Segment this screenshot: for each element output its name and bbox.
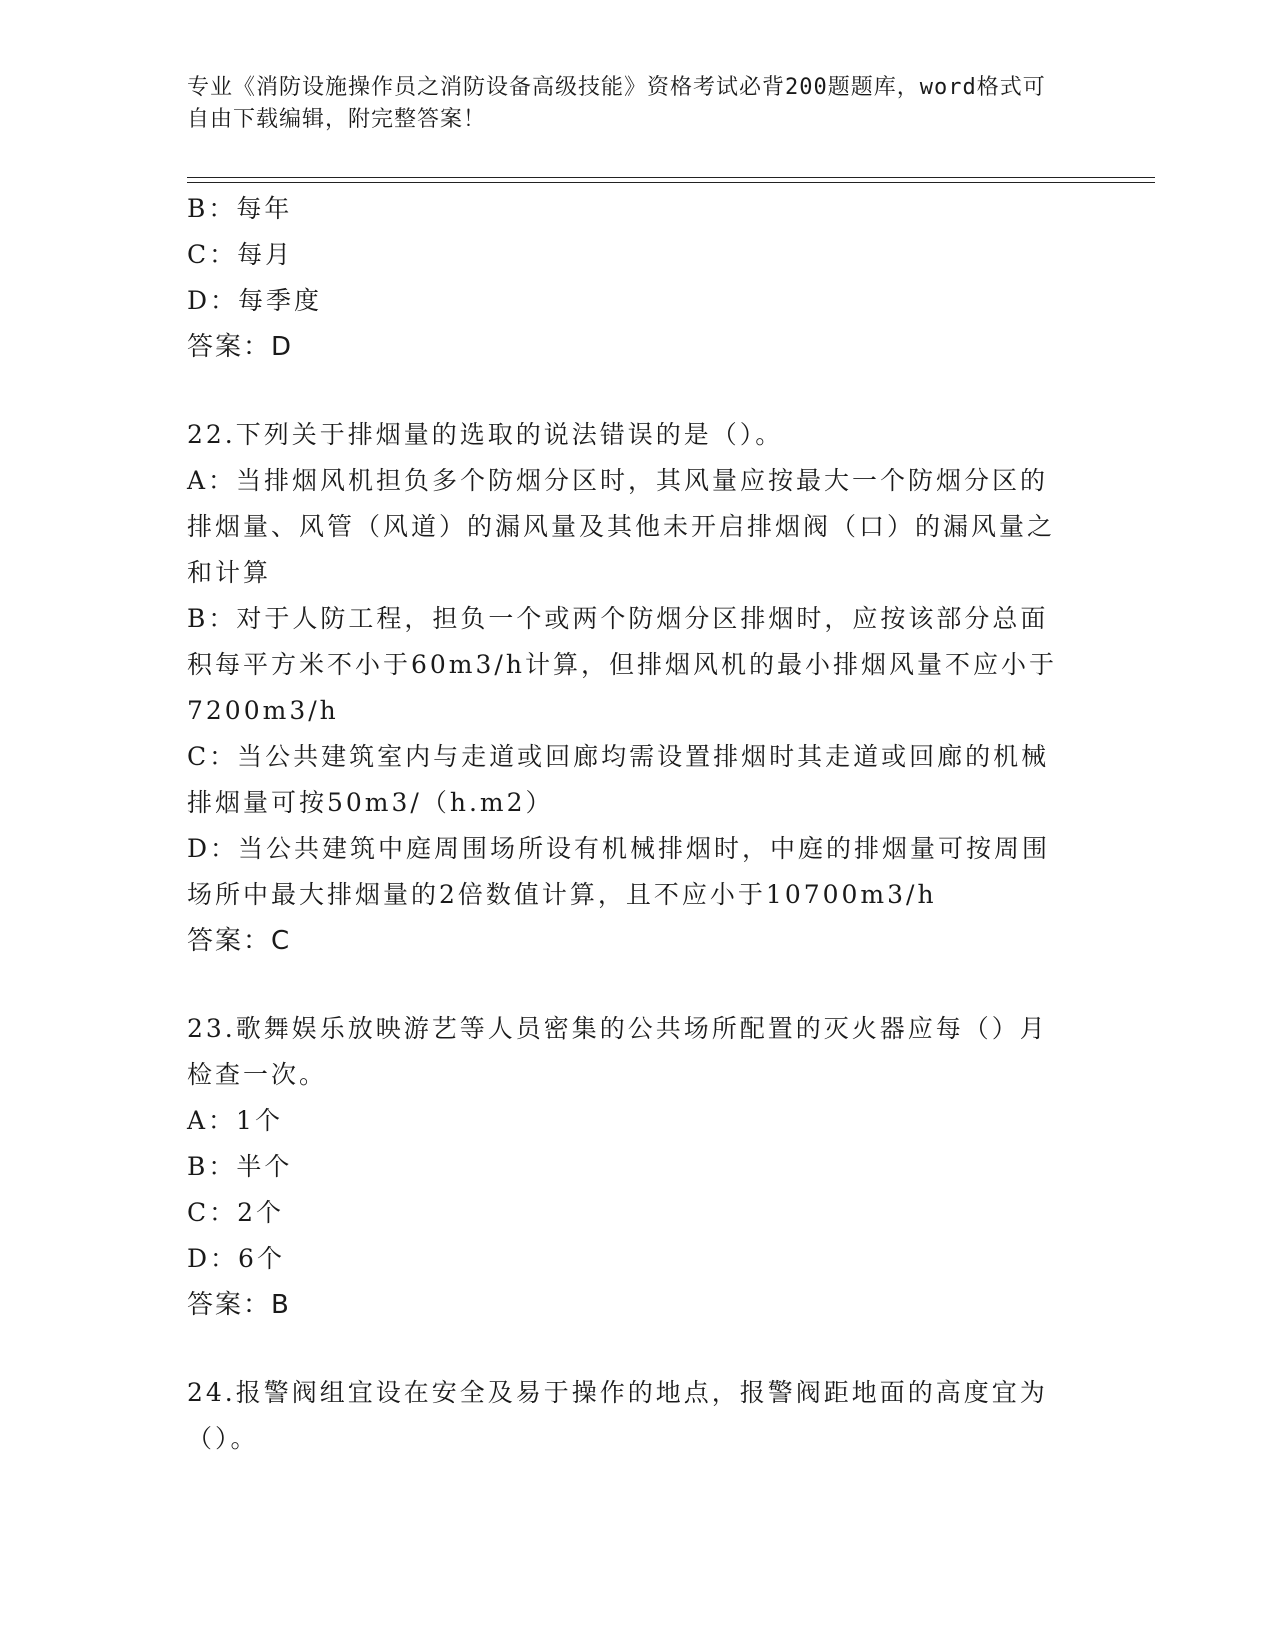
option-a: A：当排烟风机担负多个防烟分区时，其风量应按最大一个防烟分区的排烟量、风管（风道）的漏风量及其他未开启排烟阀（口）的漏风量之和计算 bbox=[187, 466, 1056, 587]
option-a: A：1个 bbox=[187, 1106, 283, 1135]
option-d: D：6个 bbox=[187, 1244, 285, 1273]
option-c: C：2个 bbox=[187, 1198, 285, 1227]
answer-line: 答案：B bbox=[187, 1290, 291, 1320]
answer-line: 答案：C bbox=[187, 926, 292, 956]
question-21-tail bbox=[187, 186, 1067, 370]
document-header: 专业《消防设施操作员之消防设备高级技能》资格考试必背200题题库，word格式可自由下载编辑，附完整答案！ bbox=[187, 75, 1046, 132]
option-b: B：对于人防工程，担负一个或两个防烟分区排烟时，应按该部分总面积每平方米不小于60m3/h计算，但排烟风机的最小排烟风量不应小于7200m3/h bbox=[187, 604, 1057, 725]
question-22 bbox=[187, 412, 1067, 964]
question-24 bbox=[187, 1370, 1067, 1462]
option-b: B：半个 bbox=[187, 1152, 293, 1181]
question-stem: 24.报警阀组宜设在安全及易于操作的地点，报警阀距地面的高度宜为（）。 bbox=[187, 1378, 1048, 1453]
option-d: D：每季度 bbox=[187, 286, 323, 315]
answer-line: 答案：D bbox=[187, 332, 294, 362]
document-body bbox=[187, 186, 1067, 1462]
option-c: C：当公共建筑室内与走道或回廊均需设置排烟时其走道或回廊的机械排烟量可按50m3/（h.m2） bbox=[187, 742, 1050, 817]
question-stem: 23.歌舞娱乐放映游艺等人员密集的公共场所配置的灭火器应每（）月检查一次。 bbox=[187, 1014, 1048, 1089]
question-stem: 22.下列关于排烟量的选取的说法错误的是（）。 bbox=[187, 420, 784, 449]
header-divider bbox=[187, 177, 1155, 183]
question-23 bbox=[187, 1006, 1067, 1328]
option-b: B：每年 bbox=[187, 194, 293, 223]
option-d: D：当公共建筑中庭周围场所设有机械排烟时，中庭的排烟量可按周围场所中最大排烟量的2倍数值计算，且不应小于10700m3/h bbox=[187, 834, 1051, 909]
option-c: C：每月 bbox=[187, 240, 294, 269]
